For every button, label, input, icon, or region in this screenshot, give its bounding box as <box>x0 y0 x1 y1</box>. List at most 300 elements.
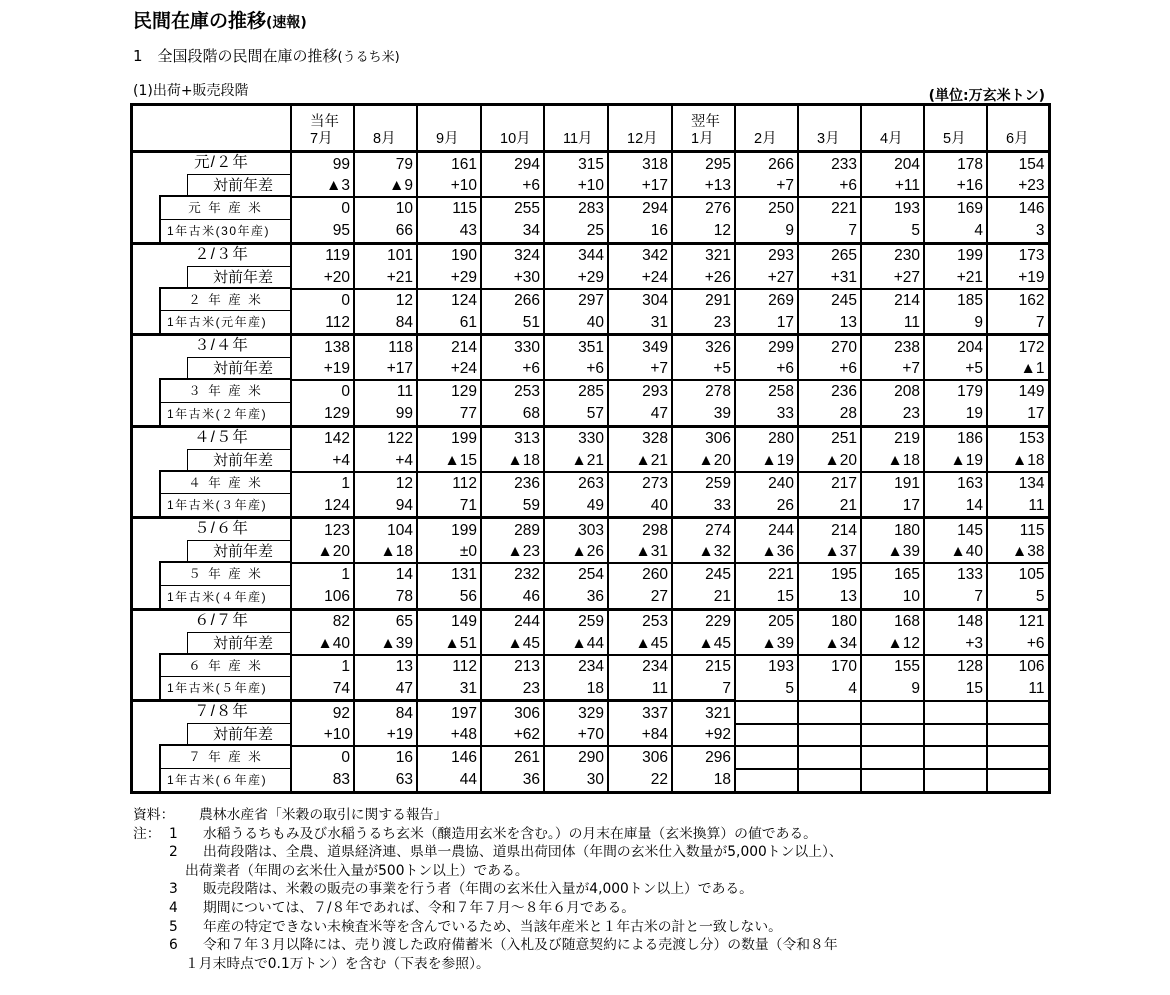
total-row-label: ５/６年 <box>194 520 249 537</box>
column-header-label: 12月 <box>627 131 658 147</box>
value-cell: 7 <box>798 220 861 244</box>
value-cell: ▲39 <box>354 633 417 655</box>
value-cell: ▲18 <box>481 450 544 472</box>
value-cell: 40 <box>544 311 608 335</box>
value-cell: 274 <box>672 518 735 542</box>
row-label-cell <box>132 655 292 677</box>
value-cell: +29 <box>417 267 481 289</box>
value-cell: +6 <box>987 633 1049 655</box>
value-cell: 123 <box>291 518 354 542</box>
value-cell: 92 <box>291 701 354 725</box>
table-row <box>132 311 1050 335</box>
column-header <box>735 105 798 152</box>
table-row <box>132 677 1050 701</box>
value-cell: ▲21 <box>544 450 608 472</box>
empty-cell <box>798 724 861 746</box>
value-cell: 337 <box>608 701 672 725</box>
value-cell: 7 <box>924 586 987 610</box>
value-cell: 23 <box>861 403 924 427</box>
total-row-label: ３/４年 <box>194 337 249 354</box>
value-cell: 154 <box>987 152 1049 176</box>
note-line <box>133 918 843 937</box>
value-cell: 39 <box>672 403 735 427</box>
row-label-cell <box>132 380 292 402</box>
value-cell: +6 <box>544 358 608 380</box>
value-cell: 250 <box>735 197 798 219</box>
value-cell: +17 <box>608 175 672 197</box>
value-cell: 295 <box>672 152 735 176</box>
value-cell: 328 <box>608 426 672 450</box>
value-cell: 25 <box>544 220 608 244</box>
table-row <box>132 450 1050 472</box>
value-cell: 49 <box>544 494 608 518</box>
row-label-cell <box>132 472 292 494</box>
value-cell: 129 <box>417 380 481 402</box>
value-cell: 28 <box>798 403 861 427</box>
column-header-label: 7月 <box>310 131 333 147</box>
value-cell: 186 <box>924 426 987 450</box>
table-row <box>132 358 1050 380</box>
value-cell: +27 <box>861 267 924 289</box>
value-cell: 57 <box>544 403 608 427</box>
column-header-top: 当年 <box>310 114 339 130</box>
value-cell: 193 <box>735 655 798 677</box>
value-cell: 66 <box>354 220 417 244</box>
column-header-label: 11月 <box>563 131 593 147</box>
empty-cell <box>987 746 1049 768</box>
value-cell: 315 <box>544 152 608 176</box>
value-cell: 40 <box>608 494 672 518</box>
table-row <box>132 609 1050 633</box>
value-cell: ▲12 <box>861 633 924 655</box>
value-cell: +6 <box>481 358 544 380</box>
value-cell: 0 <box>291 380 354 402</box>
value-cell: +13 <box>672 175 735 197</box>
note-text: 出荷業者（年間の玄米仕入量が500トン以上）である。 <box>185 862 529 879</box>
value-cell: +31 <box>798 267 861 289</box>
value-cell: 199 <box>417 426 481 450</box>
value-cell: 219 <box>861 426 924 450</box>
value-cell: ▲18 <box>987 450 1049 472</box>
value-cell: ▲20 <box>798 450 861 472</box>
old-crop-row-label: 1年古米(３年産) <box>159 493 290 516</box>
value-cell: 296 <box>672 746 735 768</box>
row-label-cell <box>132 220 292 244</box>
value-cell: 240 <box>735 472 798 494</box>
old-crop-row-label: 1年古米(２年産) <box>159 402 290 425</box>
value-cell: 115 <box>987 518 1049 542</box>
value-cell: 146 <box>417 746 481 768</box>
note-line <box>133 843 843 862</box>
column-header <box>291 105 354 152</box>
value-cell: 61 <box>417 311 481 335</box>
value-cell: 0 <box>291 746 354 768</box>
value-cell: 197 <box>417 701 481 725</box>
value-cell: 118 <box>354 335 417 359</box>
empty-cell <box>987 724 1049 746</box>
empty-cell <box>861 769 924 793</box>
table-row <box>132 518 1050 542</box>
value-cell: 329 <box>544 701 608 725</box>
value-cell: 217 <box>798 472 861 494</box>
table-row <box>132 633 1050 655</box>
value-cell: ▲34 <box>798 633 861 655</box>
header-corner-cell <box>132 105 292 152</box>
value-cell: 293 <box>608 380 672 402</box>
value-cell: 244 <box>735 518 798 542</box>
row-label-cell <box>132 243 292 267</box>
value-cell: 180 <box>861 518 924 542</box>
footnotes <box>133 806 843 973</box>
row-label-cell <box>132 518 292 542</box>
value-cell: 115 <box>417 197 481 219</box>
value-cell: 205 <box>735 609 798 633</box>
value-cell: 12 <box>354 472 417 494</box>
value-cell: 99 <box>291 152 354 176</box>
value-cell: +30 <box>481 267 544 289</box>
value-cell: 221 <box>798 197 861 219</box>
diff-row-label: 対前年差 <box>187 357 290 380</box>
value-cell: 122 <box>354 426 417 450</box>
total-row-label: 元/２年 <box>194 154 249 171</box>
value-cell: 251 <box>798 426 861 450</box>
total-row-label: ７/８年 <box>194 703 249 720</box>
value-cell: 303 <box>544 518 608 542</box>
value-cell: 297 <box>544 289 608 311</box>
column-header <box>417 105 481 152</box>
value-cell: ▲45 <box>608 633 672 655</box>
value-cell: 299 <box>735 335 798 359</box>
diff-row-label: 対前年差 <box>187 632 290 655</box>
value-cell: 266 <box>481 289 544 311</box>
old-crop-row-label: 1年古米(５年産) <box>159 676 290 699</box>
value-cell: 10 <box>354 197 417 219</box>
row-label-cell <box>132 175 292 197</box>
value-cell: 11 <box>987 677 1049 701</box>
value-cell: ▲51 <box>417 633 481 655</box>
value-cell: ▲21 <box>608 450 672 472</box>
value-cell: ▲31 <box>608 541 672 563</box>
value-cell: +26 <box>672 267 735 289</box>
value-cell: 278 <box>672 380 735 402</box>
row-label-cell <box>132 701 292 725</box>
empty-cell <box>861 746 924 768</box>
value-cell: 285 <box>544 380 608 402</box>
value-cell: 31 <box>608 311 672 335</box>
column-header-top: 翌年 <box>691 114 720 130</box>
value-cell: 65 <box>354 609 417 633</box>
value-cell: 11 <box>987 494 1049 518</box>
value-cell: 23 <box>672 311 735 335</box>
diff-row-label: 対前年差 <box>187 174 290 197</box>
table-row <box>132 175 1050 197</box>
value-cell: ▲26 <box>544 541 608 563</box>
row-label-cell <box>132 724 292 746</box>
source-key: 資料： <box>133 807 175 823</box>
value-cell: 101 <box>354 243 417 267</box>
value-cell: 112 <box>417 472 481 494</box>
value-cell: 1 <box>291 563 354 585</box>
value-cell: ▲44 <box>544 633 608 655</box>
value-cell: 128 <box>924 655 987 677</box>
value-cell: ▲39 <box>735 633 798 655</box>
note-text: 令和７年３月以降には、売り渡した政府備蓄米（入札及び随意契約による売渡し分）の数量（令和８年 <box>203 937 838 954</box>
value-cell: 190 <box>417 243 481 267</box>
note-text: １月末時点で0.1万トン）を含む（下表を参照）。 <box>185 955 490 972</box>
value-cell: 324 <box>481 243 544 267</box>
value-cell: 266 <box>735 152 798 176</box>
value-cell: ▲19 <box>924 450 987 472</box>
column-header-label: 8月 <box>373 131 396 147</box>
row-label-cell <box>132 152 292 176</box>
value-cell: 149 <box>417 609 481 633</box>
row-label-cell <box>132 311 292 335</box>
value-cell: +7 <box>861 358 924 380</box>
empty-cell <box>798 769 861 793</box>
value-cell: 17 <box>861 494 924 518</box>
table-row <box>132 426 1050 450</box>
value-cell: 82 <box>291 609 354 633</box>
value-cell: 131 <box>417 563 481 585</box>
value-cell: 254 <box>544 563 608 585</box>
note-number: 1 <box>169 825 178 842</box>
value-cell: 112 <box>291 311 354 335</box>
empty-cell <box>924 769 987 793</box>
value-cell: ▲40 <box>924 541 987 563</box>
value-cell: 195 <box>798 563 861 585</box>
new-crop-row-label: ４ 年 産 米 <box>159 470 290 494</box>
value-cell: 78 <box>354 586 417 610</box>
table-row <box>132 267 1050 289</box>
note-text: 年産の特定できない未検査米等を含んでいるため、当該年産米と１年古米の計と一致しない。 <box>203 918 782 935</box>
value-cell: 313 <box>481 426 544 450</box>
value-cell: 259 <box>672 472 735 494</box>
value-cell: 276 <box>672 197 735 219</box>
value-cell: +7 <box>735 175 798 197</box>
value-cell: 342 <box>608 243 672 267</box>
note-line <box>133 880 843 899</box>
table-row <box>132 380 1050 402</box>
value-cell: 142 <box>291 426 354 450</box>
value-cell: 330 <box>481 335 544 359</box>
value-cell: 106 <box>987 655 1049 677</box>
value-cell: 261 <box>481 746 544 768</box>
row-label-cell <box>132 769 292 793</box>
value-cell: +3 <box>924 633 987 655</box>
value-cell: 18 <box>672 769 735 793</box>
table-row <box>132 563 1050 585</box>
value-cell: ▲20 <box>672 450 735 472</box>
value-cell: 9 <box>735 220 798 244</box>
value-cell: 119 <box>291 243 354 267</box>
value-cell: ▲20 <box>291 541 354 563</box>
value-cell: ±0 <box>417 541 481 563</box>
column-header-label: 2月 <box>754 131 777 147</box>
value-cell: 263 <box>544 472 608 494</box>
diff-row-label: 対前年差 <box>187 723 290 746</box>
value-cell: +24 <box>608 267 672 289</box>
value-cell: 260 <box>608 563 672 585</box>
value-cell: 105 <box>987 563 1049 585</box>
table-row <box>132 403 1050 427</box>
source-note <box>133 806 843 825</box>
value-cell: +70 <box>544 724 608 746</box>
value-cell: ▲19 <box>735 450 798 472</box>
value-cell: +6 <box>798 358 861 380</box>
value-cell: 15 <box>924 677 987 701</box>
source-text: 農林水産省「米穀の取引に関する報告」 <box>199 807 448 823</box>
value-cell: 214 <box>417 335 481 359</box>
empty-cell <box>987 701 1049 725</box>
value-cell: 191 <box>861 472 924 494</box>
value-cell: ▲15 <box>417 450 481 472</box>
new-crop-row-label: 元 年 産 米 <box>159 195 290 219</box>
diff-row-label: 対前年差 <box>187 449 290 472</box>
value-cell: 14 <box>354 563 417 585</box>
value-cell: 99 <box>354 403 417 427</box>
value-cell: 208 <box>861 380 924 402</box>
value-cell: 36 <box>544 586 608 610</box>
value-cell: 149 <box>987 380 1049 402</box>
value-cell: 283 <box>544 197 608 219</box>
value-cell: 253 <box>608 609 672 633</box>
value-cell: 294 <box>481 152 544 176</box>
value-cell: 44 <box>417 769 481 793</box>
value-cell: 133 <box>924 563 987 585</box>
empty-cell <box>735 724 798 746</box>
section-heading: (1)出荷+販売段階 <box>133 83 249 99</box>
value-cell: 293 <box>735 243 798 267</box>
empty-cell <box>735 746 798 768</box>
value-cell: ▲18 <box>861 450 924 472</box>
total-row-label: ２/３年 <box>194 245 249 263</box>
value-cell: 180 <box>798 609 861 633</box>
table-row <box>132 472 1050 494</box>
table-row <box>132 335 1050 359</box>
value-cell: 306 <box>481 701 544 725</box>
value-cell: 0 <box>291 197 354 219</box>
column-header <box>924 105 987 152</box>
value-cell: 169 <box>924 197 987 219</box>
total-row-label: ４/５年 <box>194 428 249 446</box>
value-cell: +10 <box>544 175 608 197</box>
new-crop-row-label: ６ 年 産 米 <box>159 653 290 677</box>
value-cell: +29 <box>544 267 608 289</box>
value-cell: 15 <box>735 586 798 610</box>
value-cell: 306 <box>672 426 735 450</box>
value-cell: ▲45 <box>481 633 544 655</box>
table-row <box>132 701 1050 725</box>
value-cell: 318 <box>608 152 672 176</box>
table-row <box>132 586 1050 610</box>
value-cell: 265 <box>798 243 861 267</box>
value-cell: 215 <box>672 655 735 677</box>
value-cell: 11 <box>354 380 417 402</box>
column-header <box>987 105 1049 152</box>
column-header-label: 10月 <box>500 131 531 147</box>
old-crop-row-label: 1年古米(６年産) <box>159 768 290 791</box>
value-cell: 269 <box>735 289 798 311</box>
value-cell: 234 <box>608 655 672 677</box>
value-cell: 259 <box>544 609 608 633</box>
column-header-label: 4月 <box>880 131 903 147</box>
value-cell: 213 <box>481 655 544 677</box>
value-cell: 178 <box>924 152 987 176</box>
value-cell: 4 <box>924 220 987 244</box>
column-header <box>861 105 924 152</box>
value-cell: 291 <box>672 289 735 311</box>
value-cell: +10 <box>417 175 481 197</box>
value-cell: +10 <box>291 724 354 746</box>
old-crop-row-label: 1年古米(４年産) <box>159 585 290 608</box>
value-cell: 1 <box>291 655 354 677</box>
empty-cell <box>735 769 798 793</box>
value-cell: 9 <box>924 311 987 335</box>
row-label-cell <box>132 586 292 610</box>
new-crop-row-label: ３ 年 産 米 <box>159 378 290 402</box>
table-row <box>132 769 1050 793</box>
note-number: 2 <box>169 844 178 861</box>
empty-cell <box>861 701 924 725</box>
column-header <box>608 105 672 152</box>
value-cell: 47 <box>608 403 672 427</box>
value-cell: 163 <box>924 472 987 494</box>
row-label-cell <box>132 197 292 219</box>
value-cell: 5 <box>735 677 798 701</box>
note-number: 3 <box>169 881 178 898</box>
diff-row-label: 対前年差 <box>187 540 290 563</box>
value-cell: 148 <box>924 609 987 633</box>
value-cell: 10 <box>861 586 924 610</box>
value-cell: +5 <box>672 358 735 380</box>
value-cell: 304 <box>608 289 672 311</box>
value-cell: 36 <box>481 769 544 793</box>
table-row <box>132 197 1050 219</box>
value-cell: 229 <box>672 609 735 633</box>
value-cell: +5 <box>924 358 987 380</box>
empty-cell <box>861 724 924 746</box>
value-cell: 43 <box>417 220 481 244</box>
value-cell: 145 <box>924 518 987 542</box>
new-crop-row-label: ７ 年 産 米 <box>159 744 290 768</box>
value-cell: 253 <box>481 380 544 402</box>
value-cell: 18 <box>544 677 608 701</box>
value-cell: 179 <box>924 380 987 402</box>
diff-row-label: 対前年差 <box>187 266 290 289</box>
value-cell: +23 <box>987 175 1049 197</box>
value-cell: 13 <box>354 655 417 677</box>
value-cell: 330 <box>544 426 608 450</box>
value-cell: 214 <box>798 518 861 542</box>
value-cell: +17 <box>354 358 417 380</box>
note-text: 販売段階は、米穀の販売の事業を行う者（年間の玄米仕入量が4,000トン以上）である。 <box>203 881 753 898</box>
row-label-cell <box>132 358 292 380</box>
value-cell: 11 <box>608 677 672 701</box>
note-number: 6 <box>169 937 178 954</box>
value-cell: 16 <box>608 220 672 244</box>
value-cell: 4 <box>798 677 861 701</box>
value-cell: 34 <box>481 220 544 244</box>
value-cell: 71 <box>417 494 481 518</box>
value-cell: 290 <box>544 746 608 768</box>
new-crop-row-label: ５ 年 産 米 <box>159 561 290 585</box>
note-text: 期間については、７/８年であれば、令和７年７月～８年６月である。 <box>203 899 636 916</box>
value-cell: +21 <box>354 267 417 289</box>
value-cell: 170 <box>798 655 861 677</box>
row-label-cell <box>132 746 292 768</box>
value-cell: 161 <box>417 152 481 176</box>
value-cell: ▲3 <box>291 175 354 197</box>
